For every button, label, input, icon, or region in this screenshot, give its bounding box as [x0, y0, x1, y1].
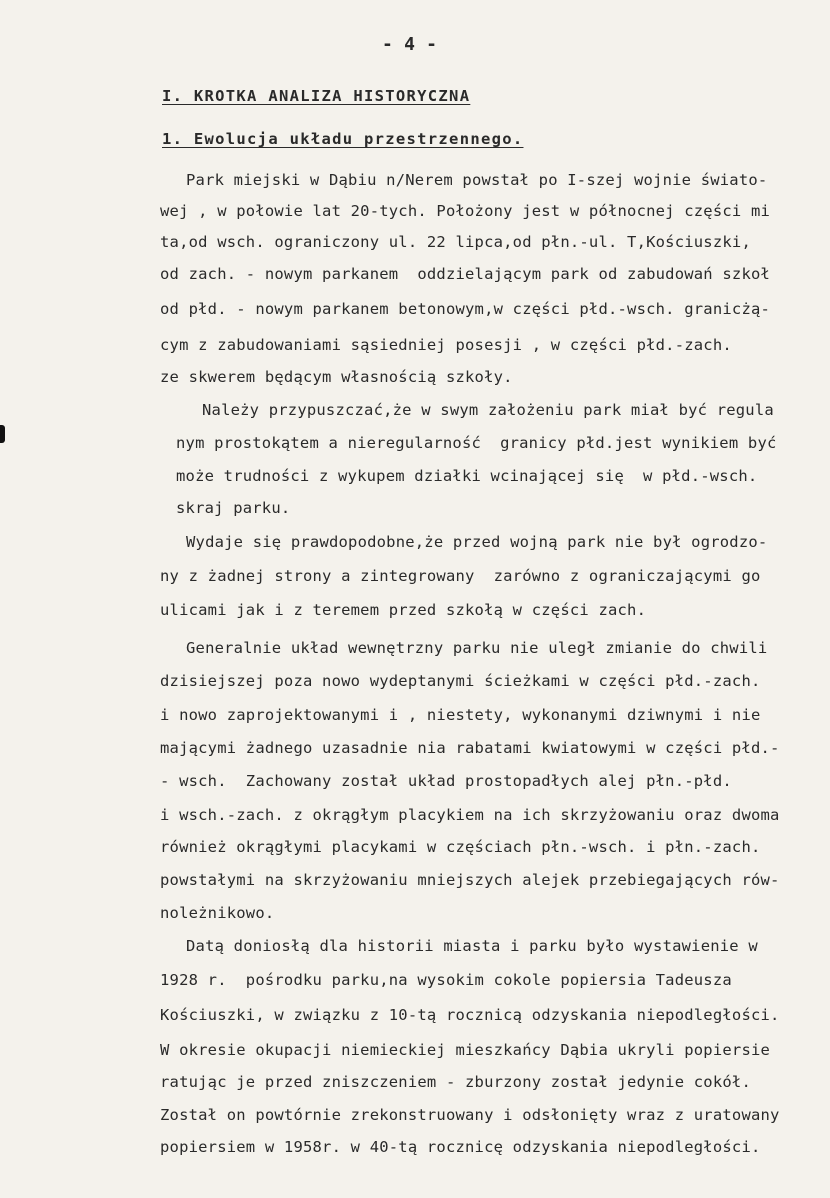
text-line: ny z żadnej strony a zintegrowany zarówno z ograniczającymi go	[160, 567, 761, 585]
scan-edge-mark	[0, 425, 5, 443]
text-line: Generalnie układ wewnętrzny parku nie uległ zmianie do chwili	[186, 639, 768, 657]
text-line: Park miejski w Dąbiu n/Nerem powstał po I-szej wojnie świato-	[186, 171, 768, 189]
text-line: skraj parku.	[176, 499, 291, 517]
text-line: - wsch. Zachowany został układ prostopadłych alej płn.-płd.	[160, 772, 732, 790]
text-line: wej , w połowie lat 20-tych. Położony jest w północnej części mi	[160, 202, 771, 220]
text-line: ze skwerem będącym własnością szkoły.	[160, 368, 513, 386]
text-line: Należy przypuszczać,że w swym założeniu park miał być regula	[202, 401, 774, 419]
text-line: dzisiejszej poza nowo wydeptanymi ścieżkami w części płd.-zach.	[160, 672, 761, 690]
text-line: nym prostokątem a nieregularność granicy płd.jest wynikiem być	[176, 434, 777, 452]
text-line: mającymi żadnego uzasadnie nia rabatami kwiatowymi w części płd.-	[160, 739, 780, 757]
text-line: Kościuszki, w związku z 10-tą rocznicą odzyskania niepodległości.	[160, 1006, 780, 1024]
text-line: i wsch.-zach. z okrągłym placykiem na ich skrzyżowaniu oraz dwoma	[160, 806, 780, 824]
text-line: i nowo zaprojektowanymi i , niestety, wykonanymi dziwnymi i nie	[160, 706, 761, 724]
subsection-title: 1. Ewolucja układu przestrzennego.	[162, 130, 524, 148]
text-line: Wydaje się prawdopodobne,że przed wojną park nie był ogrodzo-	[186, 533, 768, 551]
text-line: powstałymi na skrzyżowaniu mniejszych alejek przebiegających rów-	[160, 871, 780, 889]
text-line: W okresie okupacji niemieckiej mieszkańcy Dąbia ukryli popiersie	[160, 1041, 771, 1059]
text-line: 1928 r. pośrodku parku,na wysokim cokole popiersia Tadeusza	[160, 971, 732, 989]
text-line: od zach. - nowym parkanem oddzielającym park od zabudowań szkoł	[160, 265, 771, 283]
text-line: również okrągłymi placykami w częściach płn.-wsch. i płn.-zach.	[160, 838, 761, 856]
text-line: może trudności z wykupem działki wcinającej się w płd.-wsch.	[176, 467, 758, 485]
text-line: popiersiem w 1958r. w 40-tą rocznicę odzyskania niepodległości.	[160, 1138, 761, 1156]
text-line: cym z zabudowaniami sąsiedniej posesji , w części płd.-zach.	[160, 336, 732, 354]
page-number: - 4 -	[382, 34, 438, 55]
section-title: I. KROTKA ANALIZA HISTORYCZNA	[162, 87, 471, 105]
text-line: ta,od wsch. ograniczony ul. 22 lipca,od płn.-ul. T,Kościuszki,	[160, 233, 751, 251]
text-line: ratując je przed zniszczeniem - zburzony został jedynie cokół.	[160, 1073, 751, 1091]
text-line: Datą doniosłą dla historii miasta i parku było wystawienie w	[186, 937, 758, 955]
text-line: ulicami jak i z teremem przed szkołą w części zach.	[160, 601, 647, 619]
text-line: od płd. - nowym parkanem betonowym,w części płd.-wsch. granicżą-	[160, 300, 771, 318]
text-line: noleżnikowo.	[160, 904, 275, 922]
text-line: Został on powtórnie zrekonstruowany i odsłonięty wraz z uratowany	[160, 1106, 780, 1124]
